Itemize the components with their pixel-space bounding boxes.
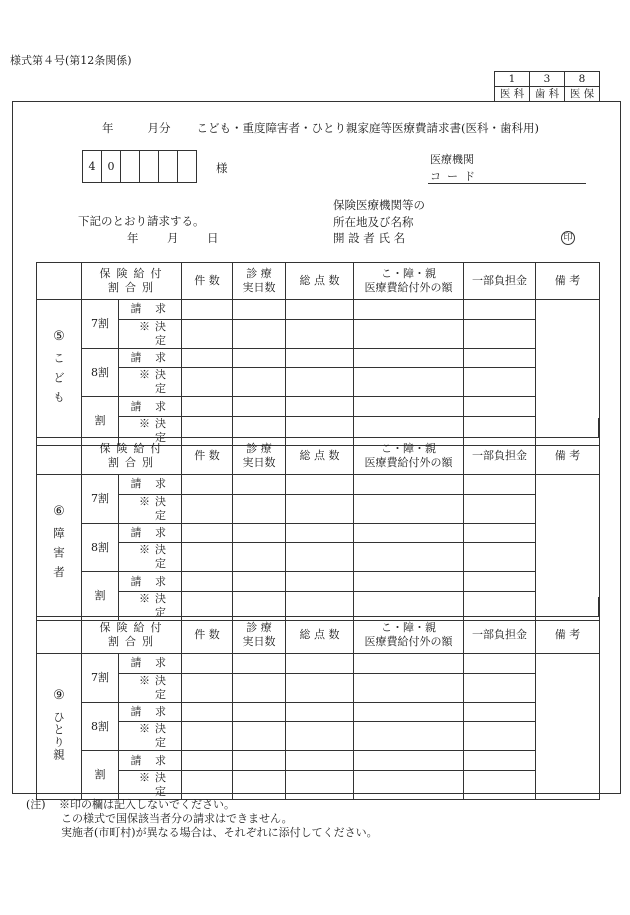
table-row [37,654,600,674]
header-count: 件 数 [182,617,233,654]
table-row [37,523,600,543]
header-count: 件 数 [182,438,233,475]
table-header-row [37,617,600,654]
table-row [37,543,600,572]
code-insurance: 8 [565,72,600,87]
header-type-line2: 割合別 [108,281,159,294]
other-amount-cell[interactable] [354,543,464,572]
header-other-line1: こ・障・親 [381,621,436,634]
date-year: 年 [127,231,139,245]
copay-cell[interactable] [464,475,536,495]
row-kind: 請 求 [119,572,182,592]
institution-code-label: 医療機関 [430,153,474,166]
form-title-row [102,120,539,136]
header-days-line1: 診 療 [246,442,272,455]
rate-cell: 割 [82,572,119,621]
other-amount-cell[interactable] [354,494,464,523]
remarks-cell[interactable] [536,654,600,800]
days-cell[interactable] [233,494,286,523]
header-insurance-type [82,263,182,300]
row-kind: ※決 定 [119,494,182,523]
header-points: 総 点 数 [286,617,354,654]
table-header-row [37,263,600,300]
other-amount-cell[interactable] [354,722,464,751]
section-label: 障害者 [52,527,66,586]
points-cell[interactable] [286,494,354,523]
row-kind: 請 求 [119,348,182,368]
count-cell[interactable] [182,368,233,397]
category-code-table [494,71,600,102]
row-kind: 請 求 [119,751,182,771]
title-month-label: 月分 [147,121,171,135]
days-cell[interactable] [233,771,286,800]
rate-cell: 7割 [82,475,119,524]
count-cell[interactable] [182,722,233,751]
copay-cell[interactable] [464,319,536,348]
header-other-line1: こ・障・親 [381,267,436,280]
points-cell[interactable] [286,348,354,368]
label-medical: 医 科 [495,87,530,102]
header-blank [37,438,82,475]
header-other [354,263,464,300]
days-cell[interactable] [233,319,286,348]
row-kind: ※決 定 [119,673,182,702]
header-other [354,438,464,475]
number-box[interactable] [159,151,178,183]
points-cell[interactable] [286,722,354,751]
header-days [233,617,286,654]
note-line1: ※印の欄は記入しないでください。 [59,798,235,811]
rate-cell: 7割 [82,654,119,703]
points-cell[interactable] [286,397,354,417]
section-spacer [36,597,599,616]
count-cell[interactable] [182,702,233,722]
copay-cell[interactable] [464,397,536,417]
number-box[interactable] [140,151,159,183]
label-dental: 歯 科 [530,87,565,102]
table-row [37,319,600,348]
section-label: ひとり親 [52,710,66,761]
row-kind: 請 求 [119,523,182,543]
count-cell[interactable] [182,494,233,523]
header-blank [37,263,82,300]
row-kind: ※決 定 [119,319,182,348]
header-count: 件 数 [182,263,233,300]
institution-info [333,197,425,247]
date-day: 日 [207,231,219,245]
table-row [37,300,600,320]
row-kind: ※決 定 [119,722,182,751]
header-insurance-type [82,438,182,475]
header-points: 総 点 数 [286,263,354,300]
label-insurance: 医 保 [565,87,600,102]
section-table [36,437,600,621]
header-type-line1: 保険給付 [99,442,168,455]
rate-cell: 割 [82,751,119,800]
other-amount-cell[interactable] [354,348,464,368]
table-row [37,475,600,495]
count-cell[interactable] [182,523,233,543]
table-row [37,702,600,722]
rate-cell: 割 [82,397,119,446]
days-cell[interactable] [233,397,286,417]
header-days [233,263,286,300]
points-cell[interactable] [286,751,354,771]
points-cell[interactable] [286,523,354,543]
rate-cell: 7割 [82,300,119,349]
date-row [127,230,219,246]
header-type-line1: 保険給付 [99,621,168,634]
other-amount-cell[interactable] [354,300,464,320]
row-kind: ※決 定 [119,592,182,621]
copay-cell[interactable] [464,751,536,771]
copay-cell[interactable] [464,771,536,800]
section-number: ⑨ [53,687,65,703]
count-cell[interactable] [182,751,233,771]
days-cell[interactable] [233,300,286,320]
header-insurance-type [82,617,182,654]
points-cell[interactable] [286,771,354,800]
other-amount-cell[interactable] [354,523,464,543]
copay-cell[interactable] [464,722,536,751]
count-cell[interactable] [182,397,233,417]
note-line3: 実施者(市町村)が異なる場合は、それぞれに添付してください。 [61,826,378,839]
rate-cell: 8割 [82,348,119,397]
copay-cell[interactable] [464,654,536,674]
count-cell[interactable] [182,348,233,368]
note-line2: この様式で国保該当者分の請求はできません。 [61,812,293,825]
days-cell[interactable] [233,751,286,771]
institution-code-sub: コード [430,170,481,183]
section-label-cell [37,654,82,800]
other-amount-cell[interactable] [354,368,464,397]
header-other-line1: こ・障・親 [381,442,436,455]
points-cell[interactable] [286,702,354,722]
days-cell[interactable] [233,543,286,572]
note-label: (注) [26,798,46,811]
table-row [37,751,600,771]
header-days-line2: 実日数 [242,281,276,294]
points-cell[interactable] [286,475,354,495]
honorific: 様 [216,161,228,175]
days-cell[interactable] [233,572,286,592]
copay-cell[interactable] [464,523,536,543]
table-row [37,771,600,800]
points-cell[interactable] [286,673,354,702]
count-cell[interactable] [182,654,233,674]
code-dental: 3 [530,72,565,87]
other-amount-cell[interactable] [354,751,464,771]
header-other-line2: 医療費給付外の額 [364,635,453,648]
header-other [354,617,464,654]
header-days-line1: 診 療 [246,267,272,280]
header-copay: 一部負担金 [464,263,536,300]
header-points: 総 点 数 [286,438,354,475]
other-amount-cell[interactable] [354,673,464,702]
copay-cell[interactable] [464,543,536,572]
row-kind: ※決 定 [119,543,182,572]
header-type-line2: 割合別 [108,635,159,648]
institution-info-line2: 所在地及び名称 [333,214,414,229]
table-row [37,368,600,397]
count-cell[interactable] [182,543,233,572]
header-copay: 一部負担金 [464,438,536,475]
rate-cell: 8割 [82,523,119,572]
header-blank [37,617,82,654]
form-number: 様式第４号(第12条関係) [10,54,132,67]
section-number: ⑤ [53,329,65,345]
row-kind: 請 求 [119,300,182,320]
row-kind: ※決 定 [119,417,182,446]
number-box[interactable] [178,151,197,183]
points-cell[interactable] [286,319,354,348]
count-cell[interactable] [182,673,233,702]
header-other-line2: 医療費給付外の額 [364,281,453,294]
other-amount-cell[interactable] [354,771,464,800]
other-amount-cell[interactable] [354,475,464,495]
number-box[interactable] [121,151,140,183]
code-medical: 1 [495,72,530,87]
seal-mark: 印 [561,231,575,245]
days-cell[interactable] [233,654,286,674]
days-cell[interactable] [233,348,286,368]
points-cell[interactable] [286,300,354,320]
institution-info-line1: 保険医療機関等の [333,198,425,212]
count-cell[interactable] [182,300,233,320]
footnotes [26,798,378,840]
row-kind: 請 求 [119,475,182,495]
count-cell[interactable] [182,572,233,592]
header-days-line2: 実日数 [242,635,276,648]
table-row [37,722,600,751]
date-month: 月 [167,231,179,245]
other-amount-cell[interactable] [354,397,464,417]
table-row [37,494,600,523]
header-days-line2: 実日数 [242,456,276,469]
title-year-label: 年 [102,121,114,135]
row-kind: 請 求 [119,702,182,722]
number-box[interactable]: 0 [102,151,121,183]
copay-cell[interactable] [464,572,536,592]
other-amount-cell[interactable] [354,572,464,592]
section-spacer [36,418,599,437]
row-kind: ※決 定 [119,368,182,397]
other-amount-cell[interactable] [354,654,464,674]
section-number: ⑥ [53,504,65,520]
table-row [37,572,600,592]
copay-cell[interactable] [464,673,536,702]
days-cell[interactable] [233,702,286,722]
copay-cell[interactable] [464,300,536,320]
recipient-number-boxes[interactable] [82,150,197,183]
row-kind: 請 求 [119,397,182,417]
points-cell[interactable] [286,654,354,674]
number-box[interactable]: 4 [83,151,102,183]
header-other-line2: 医療費給付外の額 [364,456,453,469]
days-cell[interactable] [233,673,286,702]
section-label: こども [52,352,66,411]
institution-info-line3: 開 設 者 氏 名 [333,231,406,245]
copay-cell[interactable] [464,702,536,722]
table-row [37,348,600,368]
table-row [37,397,600,417]
header-type-line2: 割合別 [108,456,159,469]
days-cell[interactable] [233,722,286,751]
days-cell[interactable] [233,475,286,495]
institution-code-field[interactable] [428,183,586,184]
days-cell[interactable] [233,368,286,397]
request-note: 下記のとおり請求する。 [78,214,205,228]
header-days-line1: 診 療 [246,621,272,634]
points-cell[interactable] [286,368,354,397]
header-remarks: 備 考 [536,438,600,475]
days-cell[interactable] [233,523,286,543]
header-days [233,438,286,475]
header-copay: 一部負担金 [464,617,536,654]
points-cell[interactable] [286,572,354,592]
section-table [36,616,600,800]
count-cell[interactable] [182,319,233,348]
count-cell[interactable] [182,771,233,800]
table-header-row [37,438,600,475]
count-cell[interactable] [182,475,233,495]
copay-cell[interactable] [464,368,536,397]
points-cell[interactable] [286,543,354,572]
header-remarks: 備 考 [536,263,600,300]
form-title: こども・重度障害者・ひとり親家庭等医療費請求書(医科・歯科用) [196,121,539,135]
copay-cell[interactable] [464,494,536,523]
rate-cell: 8割 [82,702,119,751]
row-kind: 請 求 [119,654,182,674]
other-amount-cell[interactable] [354,702,464,722]
header-type-line1: 保険給付 [99,267,168,280]
copay-cell[interactable] [464,348,536,368]
row-kind: ※決 定 [119,771,182,800]
other-amount-cell[interactable] [354,319,464,348]
table-row [37,673,600,702]
header-remarks: 備 考 [536,617,600,654]
